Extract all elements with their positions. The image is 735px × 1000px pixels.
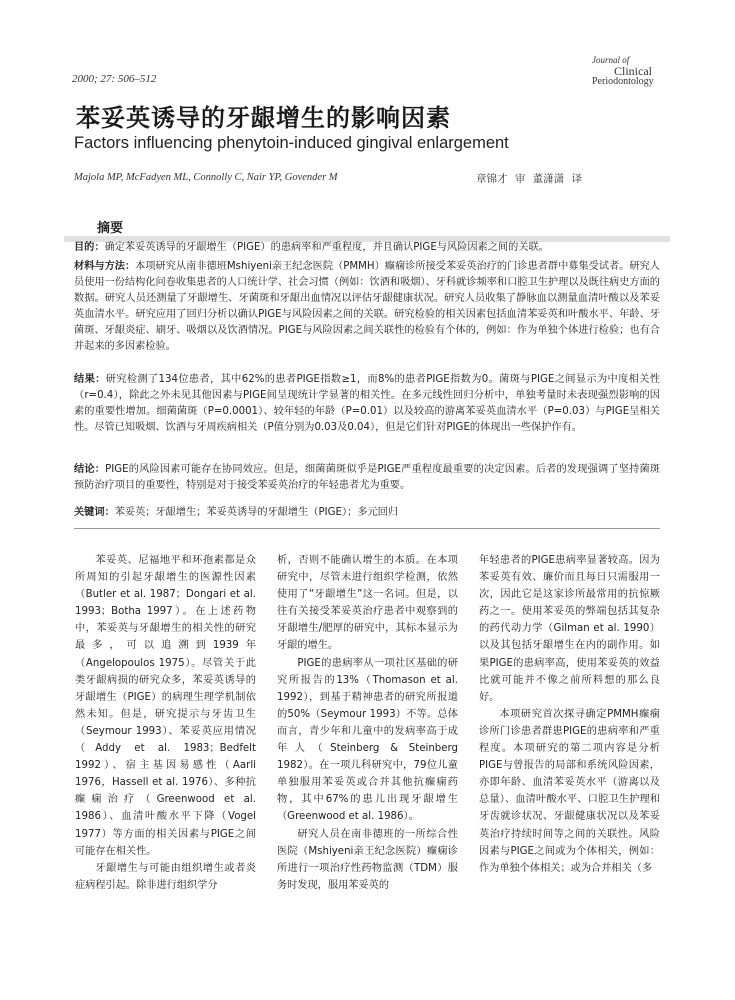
keywords-divider [74, 528, 660, 529]
abstract-methods [74, 259, 660, 355]
keywords-label: 关键词： [74, 507, 115, 518]
body-paragraph: 本项研究首次探寻确定PMMH癫痫诊所门诊患者群患PIGE的患病率和严重程度。本项研究的第二项内容是分析PIGE与曾报告的局部和系统风险因素，亦即年龄、血清苯妥英水平（游离以及总量）、血清叶酸水平、口腔卫生护理和牙齿就诊状况、牙龈健康状况以及苯妥英治疗持续时间等之间的关联性。风险因素与PIGE之间或为个体相关，例如：作为单独个体相关；或为合并相关（多 [479, 708, 660, 874]
body-paragraph: 牙龈增生与可能由组织增生或者炎症病程引起。除非进行组织学分 [75, 862, 256, 891]
body-column-1 [75, 552, 256, 894]
page-title-english: Factors influencing phenytoin-induced gingival enlargement [74, 134, 509, 152]
journal-logo-line1: Journal of [592, 55, 630, 65]
abstract-heading: 摘要 [97, 221, 124, 236]
page-title: 苯妥英诱导的牙龈增生的影响因素 [76, 104, 451, 132]
author-list: Majola MP, McFadyen ML, Connolly C, Nair YP, Govender M [74, 172, 338, 183]
body-column-3 [479, 552, 660, 877]
abstract-keywords [74, 505, 660, 521]
body-paragraph: 析，否则不能确认增生的本质。在本项研究中，尽管未进行组织学检测，依然使用了“牙龈增生”这一名词。但是，以往有关接受苯妥英治疗患者中观察到的牙龈增生/肥厚的研究中，其标本显示为牙龈的增生。 [277, 555, 458, 652]
body-column-2 [277, 552, 458, 894]
methods-label: 材料与方法： [74, 261, 136, 272]
conclusion-label: 结论： [74, 464, 106, 475]
body-paragraph: 苯妥英、尼福地平和环孢素都是众所周知的引起牙龈增生的医源性因素（Butler et al. 1987；Dongari et al. 1993；Botha 1997）。在上述药物中，苯妥英与牙龈增生的相关性的研究最多，可以追溯到1939年（Angelopoulos 1975）。尽管关于此类牙龈病损的研究众多，苯妥英诱导的牙龈增生（PIGE）的病理生理学机制依然未知。但是，研究提示与牙齿卫生（Seymour 1993）、苯妥英应用情况（Addy et al. 1983；Bedfelt 1992）、宿主基因易感性（Aarli 1976，Hassell et al. 1976）、多种抗癫痫治疗（Greenwood et al. 1986）、血清叶酸水平下降（Vogel 1977）等方面的相关因素与PIGE之间可能存在相关性。 [75, 555, 256, 857]
objective-label: 目的： [74, 242, 105, 253]
keywords-text: 苯妥英；牙龈增生；苯妥英诱导的牙龈增生（PIGE）；多元回归 [114, 507, 399, 518]
results-label: 结果： [74, 374, 106, 385]
abstract-conclusion [74, 462, 660, 494]
journal-logo [592, 56, 672, 87]
body-paragraph: 年轻患者的PIGE患病率显著较高。因为苯妥英有效、廉价而且每日只需服用一次，因此它是这家诊所最常用的抗惊厥药之一。使用苯妥英的弊端包括其复杂的药代动力学（Gilman et al. 1990）以及其包括牙龈增生在内的副作用。如果PIGE的患病率高，使用苯妥英的效益比就可能并不像之前所料想的那么良好。 [479, 555, 660, 703]
body-paragraph: 研究人员在南非德班的一所综合性医院（Mshiyeni亲王纪念医院）癫痫诊所进行一项治疗性药物监测（TDM）服务时发现，服用苯妥英的 [277, 828, 458, 891]
methods-text: 本项研究从南非德班Mshiyeni亲王纪念医院（PMMH）癫痫诊所接受苯妥英治疗的门诊患者群中募集受试者。研究人员使用一份结构化问卷收集患者的人口统计学、社会习惯（例如：饮酒和吸烟）、牙科就诊频率和口腔卫生护理以及既往病史方面的数据。研究人员还测量了牙龈增生、牙菌斑和牙龈出血情况以评估牙龈健康状况。研究人员收集了静脉血以测量血清叶酸以及苯妥英血清水平。研究应用了回归分析以确认PIGE与风险因素之间的关联。研究检验的相关因素包括血清苯妥英和叶酸水平、年龄、牙菌斑、牙龈炎症、刷牙、吸烟以及饮酒情况。PIGE与风险因素之间关联性的检验有个体的，例如：作为单独个体进行检验；也有合并起来的多因素检验。 [74, 261, 660, 352]
results-text: 研究检测了134位患者，其中62%的患者PIGE指数≥1，而8%的患者PIGE指数为0。菌斑与PIGE之间显示为中度相关性（r=0.4），除此之外未见其他因素与PIGE间呈现统计学显著的相关性。在多元线性回归分析中，单独考量时未表现强烈影响的因素的重要性增加。细菌菌斑（P=0.0001）、较年轻的年龄（P=0.01）以及较高的游离苯妥英血清水平（P=0.03）与PIGE呈相关性。尽管已知吸烟、饮酒与牙周疾病相关（P值分别为0.03及0.04），但是它们针对PIGE的体现出一些保护作有。 [74, 374, 661, 433]
abstract-results [74, 372, 660, 436]
citation: 2000; 27: 506–512 [72, 73, 157, 85]
abstract-objective [74, 240, 660, 256]
body-paragraph: PIGE的患病率从一项社区基础的研究所报告的13%（Thomason et al. 1992），到基于精神患者的研究所报道的50%（Seymour 1993）不等。总体而言，青少年和儿童中的发病率高于成年人（Steinberg & Steinberg 1982）。在一项儿科研究中，79位儿童单独服用苯妥英或合并其他抗癫痫药物，其中67%的患儿出现牙龈增生（Greenwood et al. 1986）。 [277, 657, 458, 823]
objective-text: 确定苯妥英诱导的牙龈增生（PIGE）的患病率和严重程度，并且确认PIGE与风险因素之间的关联。 [104, 242, 549, 253]
journal-logo-line3: Periodontology [592, 76, 654, 87]
translator-credit: 章锦才 审 董潇潇 译 [476, 173, 583, 185]
journal-logo-line2: Clinical [614, 64, 652, 78]
conclusion-text: PIGE的风险因素可能存在协同效应。但是，细菌菌斑似乎是PIGE严重程度最重要的决定因素。后者的发现强调了坚持菌斑预防治疗项目的重要性，特别是对于接受苯妥英治疗的年轻患者尤为重要。 [74, 464, 661, 491]
